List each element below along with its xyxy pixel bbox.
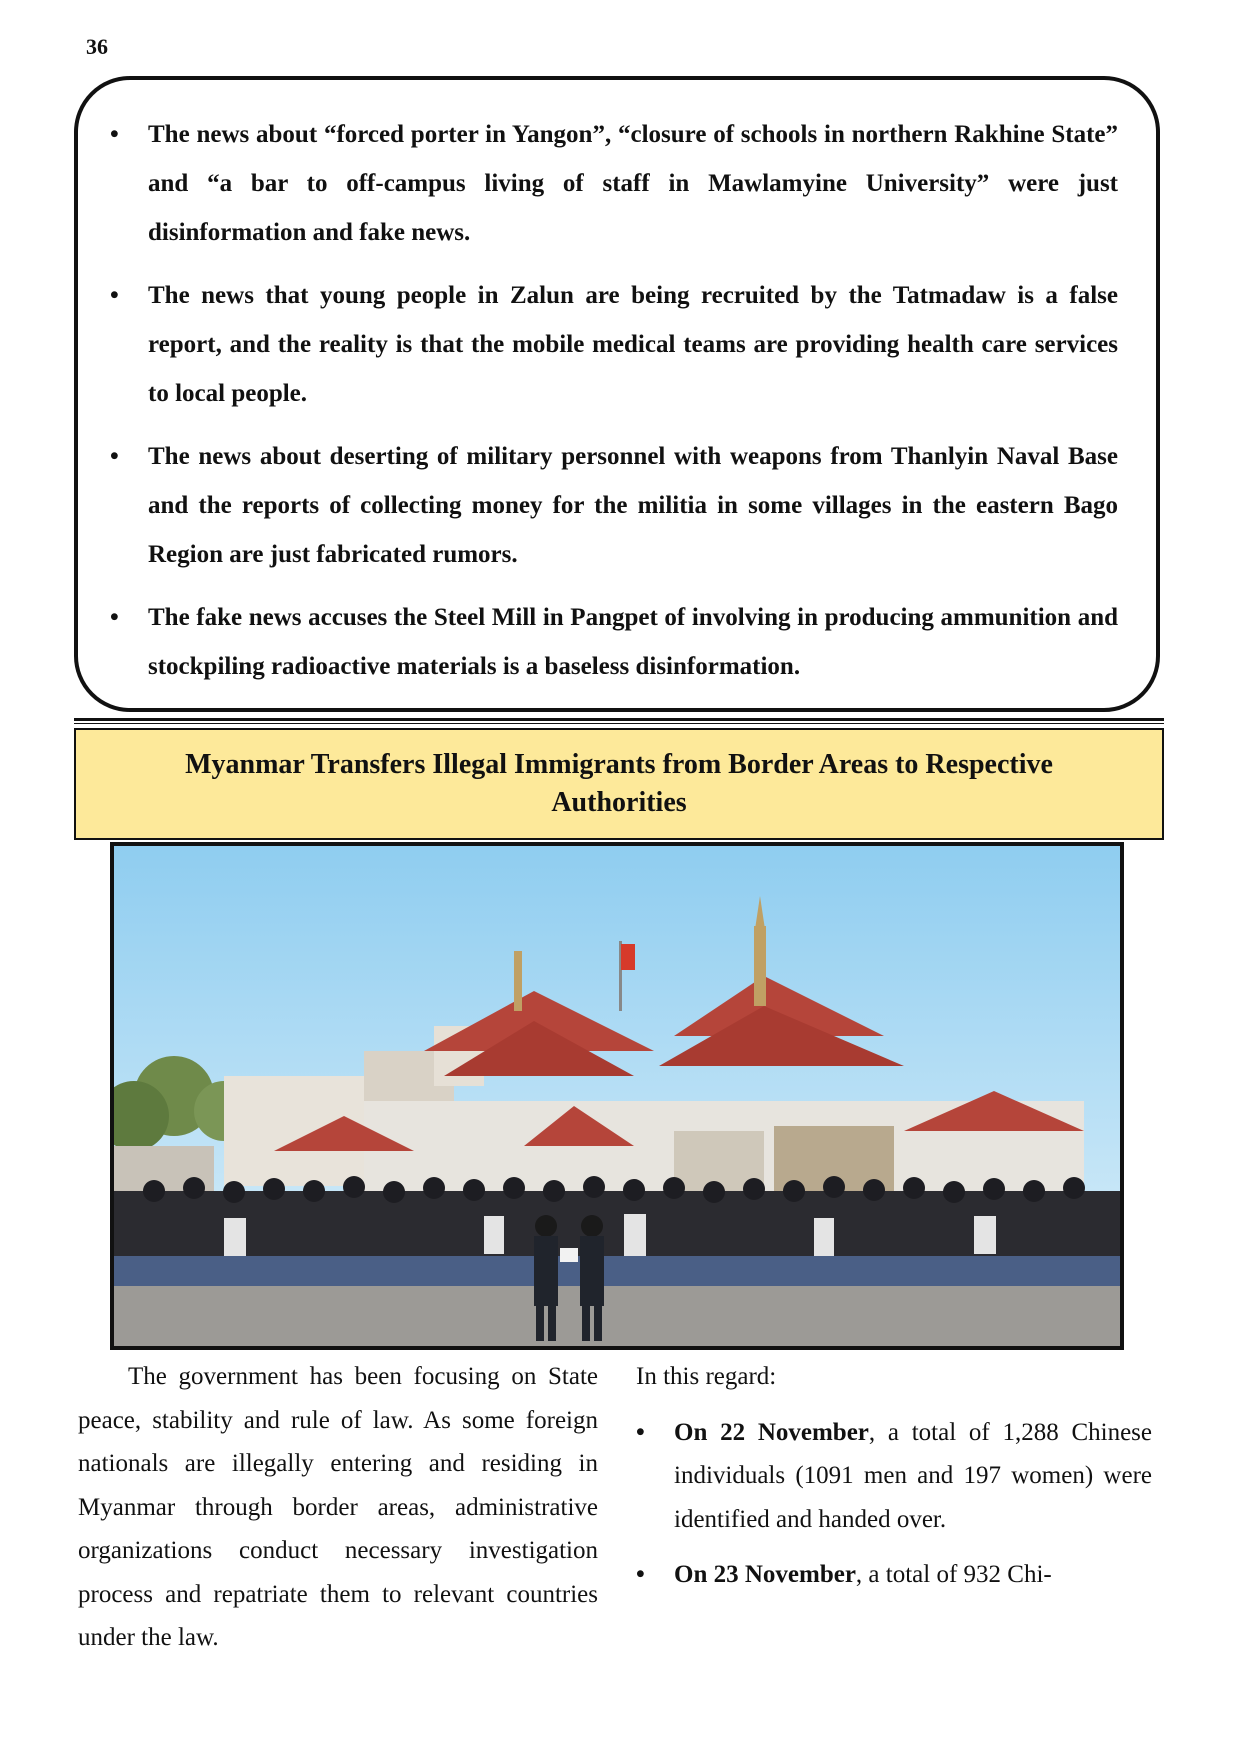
handover-text: , a total of 932 Chi- <box>855 1561 1052 1588</box>
list-item <box>110 110 1118 257</box>
list-item-text: The news about “forced porter in Yangon”, “closure of schools in northern Rakhine State” and “a bar to off-campus living of staff in Mawlamyine University” were just disinformation and fake news. <box>148 121 1118 246</box>
border-gate-crowd-illustration <box>114 846 1120 1346</box>
list-item <box>110 432 1118 579</box>
list-item <box>636 1553 1152 1597</box>
article-headline: Myanmar Transfers Illegal Immigrants from Border Areas to Respective Authorities <box>74 728 1164 840</box>
list-item <box>110 593 1118 691</box>
bullet-icon: • <box>110 604 119 631</box>
bullet-icon: • <box>110 443 119 470</box>
section-divider <box>74 718 1164 724</box>
handover-date: On 23 November <box>674 1561 856 1588</box>
list-item <box>110 271 1118 418</box>
article-body-right <box>636 1355 1152 1609</box>
list-item-text: The news that young people in Zalun are being recruited by the Tatmadaw is a false report, and the reality is that the mobile medical teams are providing health care services to local people. <box>148 282 1118 407</box>
article-photo <box>110 842 1124 1350</box>
article-body-left: The government has been focusing on State peace, stability and rule of law. As some foreign nationals are illegally entering and residing in Myanmar through border areas, administrative organizations conduct necessary investigation process and repatriate them to relevant countries under the law. <box>78 1363 598 1651</box>
fake-news-list <box>110 110 1118 691</box>
list-item-text: The news about deserting of military personnel with weapons from Thanlyin Naval Base and the reports of collecting money for the militia in some villages in the eastern Bago Region are just fabricated rumors. <box>148 443 1118 568</box>
list-item <box>636 1411 1152 1542</box>
crowd <box>114 1176 1120 1286</box>
bullet-icon: • <box>636 1418 645 1446</box>
regard-intro: In this regard: <box>636 1363 777 1390</box>
bullet-icon: • <box>110 121 119 148</box>
handover-list <box>636 1411 1152 1597</box>
page-number: 36 <box>86 34 108 59</box>
bullet-icon: • <box>636 1561 645 1588</box>
bullet-icon: • <box>110 282 119 309</box>
list-item-text: The fake news accuses the Steel Mill in Pangpet of involving in producing ammunition and stockpiling radioactive materials is a baseless disinformation. <box>148 604 1118 680</box>
fake-news-summary-box <box>74 76 1160 712</box>
handover-text: , a total of 1,288 Chinese individuals (1091 men and 197 women) were identified and handed over. <box>674 1418 1152 1533</box>
handover-date: On 22 November <box>674 1418 869 1446</box>
